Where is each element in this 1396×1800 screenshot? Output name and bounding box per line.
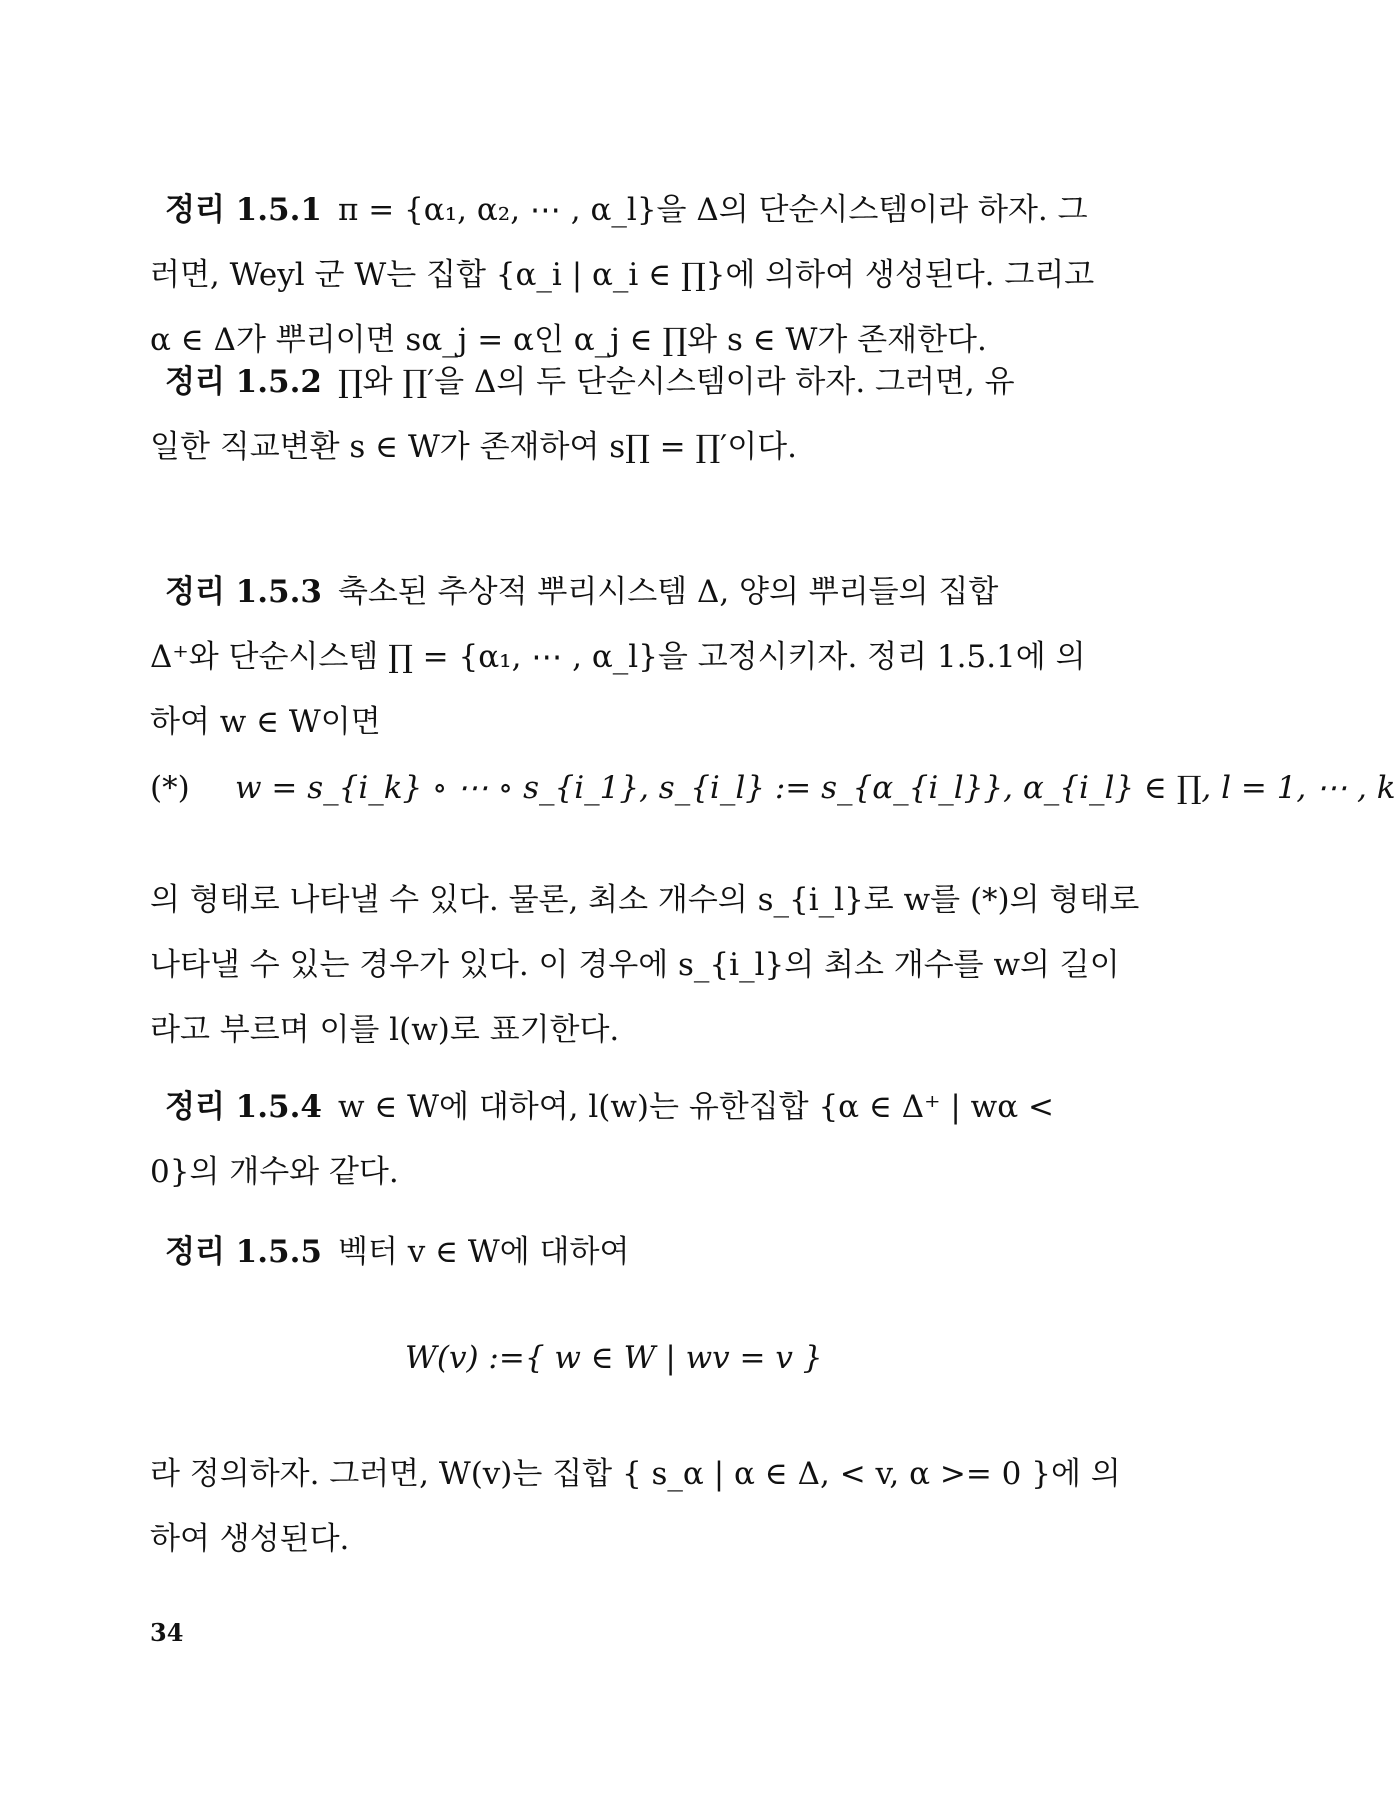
- theorem-1-5-3-line-3: 하여 w ∈ W이면: [150, 704, 381, 740]
- theorem-1-5-1-line-1: [165, 178, 1088, 243]
- theorem-1-5-4-line-1: [165, 1075, 1054, 1140]
- theorem-1-5-3-line-1: [165, 560, 1040, 625]
- paragraph-end-line-1: 라 정의하자. 그러면, W(v)는 집합 { s_α | α ∈ Δ, < v, α >= 0 }에 의: [150, 1456, 1121, 1492]
- theorem-label: 정리 1.5.3: [165, 574, 322, 610]
- paragraph-after-star: [150, 868, 1140, 1063]
- theorem-1-5-5: [150, 1220, 1040, 1285]
- theorem-text: ∏와 ∏′을 Δ의 두 단순시스템이라 하자. 그러면, 유: [337, 364, 1015, 400]
- theorem-1-5-1-line-3: α ∈ Δ가 뿌리이면 sα_j = α인 α_j ∈ ∏와 s ∈ W가 존재한다.: [150, 322, 987, 358]
- paragraph-line-1: 의 형태로 나타낼 수 있다. 물론, 최소 개수의 s_{i_l}로 w를 (*)의 형태로: [150, 882, 1140, 918]
- paragraph-line-3: 라고 부르며 이를 l(w)로 표기한다.: [150, 1012, 620, 1048]
- theorem-1-5-5-line-1: [165, 1220, 1040, 1285]
- paragraph-end: [150, 1442, 1121, 1572]
- theorem-1-5-2-line-2: 일한 직교변환 s ∈ W가 존재하여 s∏ = ∏′이다.: [150, 429, 797, 465]
- theorem-label: 정리 1.5.4: [165, 1089, 322, 1125]
- equation-star-tag: (*): [150, 770, 190, 806]
- theorem-1-5-4: [150, 1075, 1054, 1205]
- theorem-1-5-2-line-1: [165, 350, 1040, 415]
- paragraph-end-line-2: 하여 생성된다.: [150, 1521, 350, 1557]
- theorem-label: 정리 1.5.1: [165, 192, 322, 228]
- theorem-label: 정리 1.5.2: [165, 364, 322, 400]
- theorem-1-5-3: [150, 560, 1086, 755]
- theorem-1-5-4-line-2: 0}의 개수와 같다.: [150, 1154, 399, 1190]
- theorem-text: π = {α₁, α₂, ⋯ , α_l}을 Δ의 단순시스템이라 하자. 그: [337, 192, 1088, 228]
- theorem-1-5-2: [150, 350, 1040, 480]
- equation-wv: W(v) :={ w ∈ W | wv = v }: [405, 1340, 823, 1376]
- theorem-text: 축소된 추상적 뿌리시스템 Δ, 양의 뿌리들의 집합: [337, 574, 999, 610]
- equation-star-body: w = s_{i_k} ∘ ⋯ ∘ s_{i_1}, s_{i_l} := s_{α_{i_l}}, α_{i_l} ∈ ∏, l = 1, ⋯ , k: [235, 770, 1396, 806]
- theorem-1-5-1-line-2: 러면, Weyl 군 W는 집합 {α_i | α_i ∈ ∏}에 의하여 생성된다. 그리고: [150, 257, 1095, 293]
- theorem-1-5-1: [150, 178, 1095, 373]
- theorem-1-5-3-line-2: Δ⁺와 단순시스템 ∏ = {α₁, ⋯ , α_l}을 고정시키자. 정리 1.5.1에 의: [150, 639, 1086, 675]
- paragraph-line-2: 나타낼 수 있는 경우가 있다. 이 경우에 s_{i_l}의 최소 개수를 w의 길이: [150, 947, 1120, 983]
- page-number: 34: [150, 1618, 184, 1647]
- theorem-text: w ∈ W에 대하여, l(w)는 유한집합 {α ∈ Δ⁺ | wα <: [337, 1089, 1054, 1125]
- theorem-text: 벡터 v ∈ W에 대하여: [337, 1234, 630, 1270]
- theorem-label: 정리 1.5.5: [165, 1234, 322, 1270]
